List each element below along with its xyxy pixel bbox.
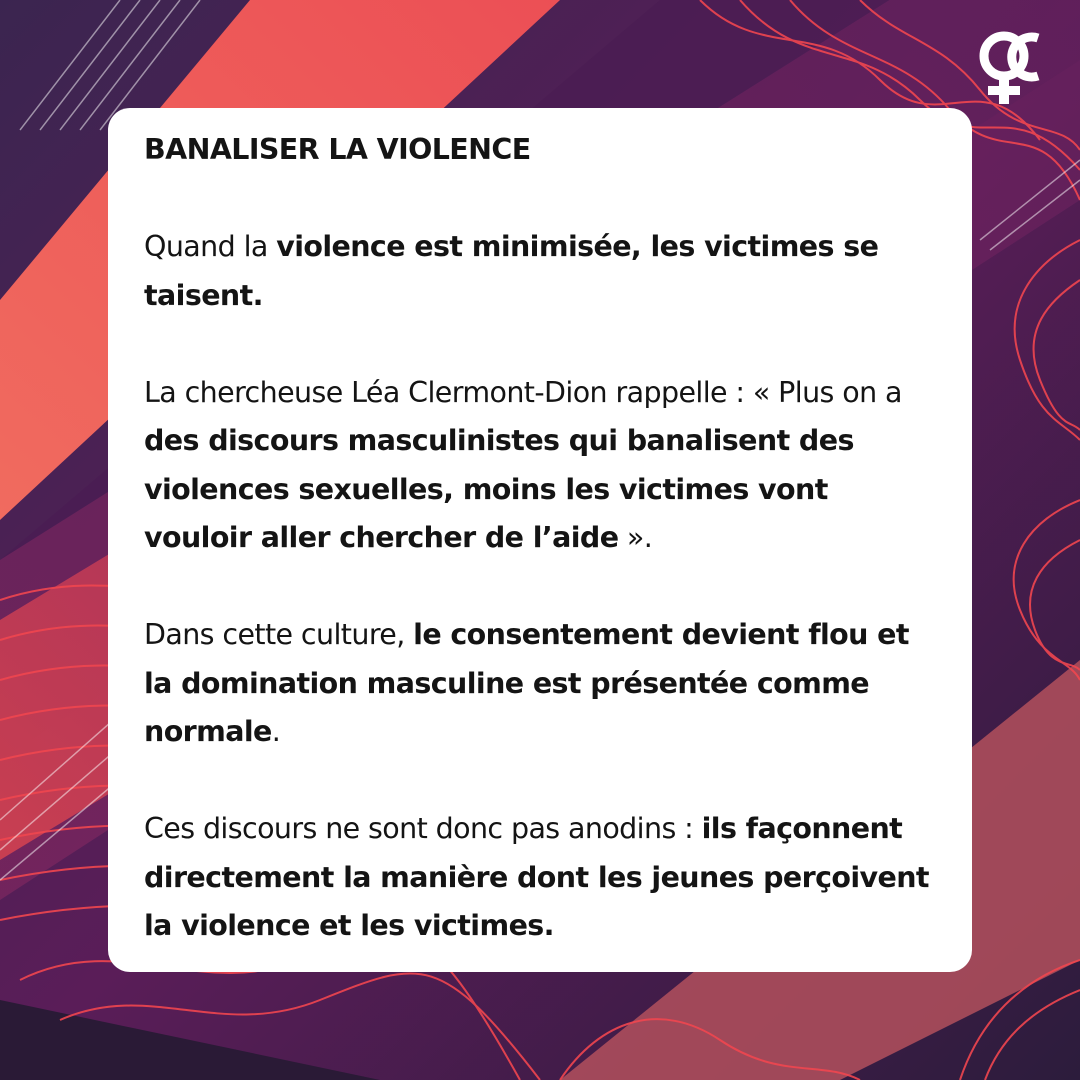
p3-emphasis: le consentement devient flou et la domination masculine est présentée comme normale	[144, 618, 909, 748]
p2-end: ».	[618, 521, 653, 554]
p4-text: Ces discours ne sont donc pas anodins :	[144, 812, 702, 845]
feminist-symbol-logo	[972, 18, 1064, 110]
card-heading: BANALISER LA VIOLENCE	[144, 133, 531, 166]
p4-emphasis: ils façonnent directement la manière dont les jeunes perçoivent la violence et les victimes.	[144, 812, 929, 942]
paragraph-2	[144, 369, 942, 563]
paragraph-3	[144, 611, 942, 757]
content-card	[108, 108, 972, 972]
p3-text: Dans cette culture,	[144, 618, 414, 651]
p1-text: Quand la	[144, 230, 277, 263]
paragraph-4	[144, 805, 942, 951]
paragraph-1	[144, 223, 942, 320]
p1-emphasis: violence est minimisée, les victimes se taisent.	[144, 230, 879, 312]
p3-end: .	[271, 715, 281, 748]
p2-text: La chercheuse Léa Clermont-Dion rappelle : « Plus on a	[144, 375, 902, 409]
p2-emphasis: des discours masculinistes qui banalisent des violences sexuelles, moins les victimes vont vouloir aller chercher de l’aide	[144, 424, 854, 554]
